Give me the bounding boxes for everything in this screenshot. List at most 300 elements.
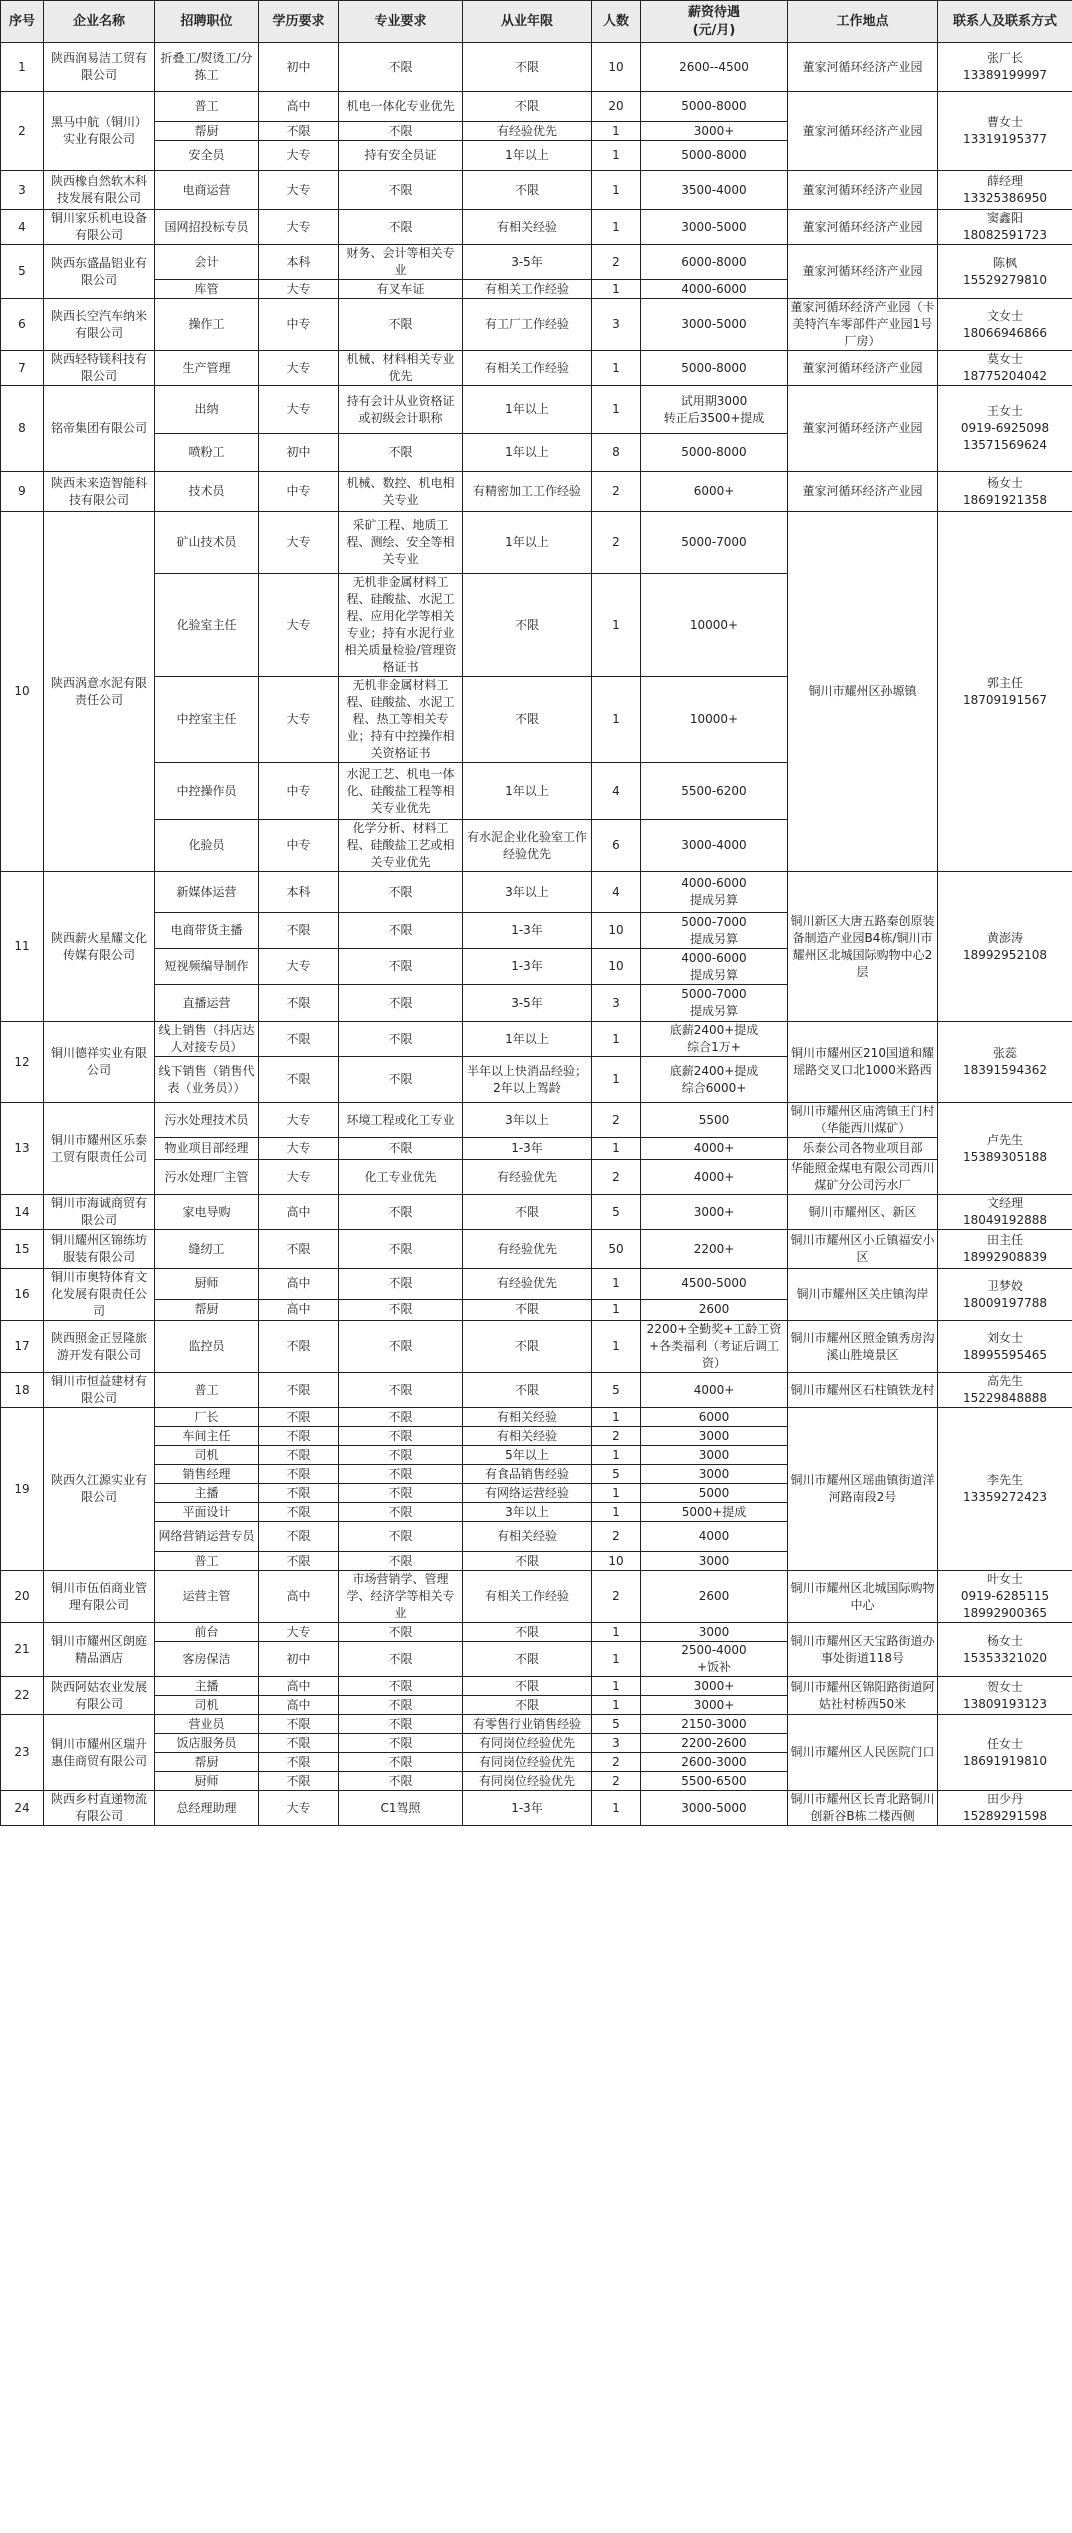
job-position: 出纳: [155, 386, 259, 434]
job-position: 普工: [155, 92, 259, 122]
headcount: 5: [592, 1465, 641, 1484]
job-position: 监控员: [155, 1321, 259, 1373]
salary: 5500-6200: [641, 763, 788, 820]
major-requirement: 化工专业优先: [339, 1160, 463, 1195]
major-requirement: 不限: [339, 122, 463, 141]
col-contact-header: 联系人及联系方式: [938, 1, 1072, 43]
headcount: 1: [592, 1696, 641, 1715]
experience-requirement: 3年以上: [463, 872, 592, 913]
education-requirement: 不限: [259, 1465, 339, 1484]
major-requirement: 不限: [339, 171, 463, 210]
salary: 5500-6500: [641, 1772, 788, 1791]
experience-requirement: 有网络运营经验: [463, 1484, 592, 1503]
headcount: 20: [592, 92, 641, 122]
job-position: 安全员: [155, 141, 259, 171]
row-number: 19: [1, 1408, 44, 1571]
salary: 4000-6000 提成另算: [641, 872, 788, 913]
education-requirement: 大专: [259, 1103, 339, 1138]
headcount: 1: [592, 1623, 641, 1642]
salary: 3000: [641, 1427, 788, 1446]
job-position: 化验员: [155, 820, 259, 872]
education-requirement: 大专: [259, 280, 339, 299]
job-position: 新媒体运营: [155, 872, 259, 913]
company-name: 陕西未来造智能科技有限公司: [44, 472, 155, 512]
major-requirement: 不限: [339, 1299, 463, 1320]
headcount: 10: [592, 913, 641, 949]
salary: 5000-8000: [641, 141, 788, 171]
salary: 底薪2400+提成 综合6000+: [641, 1057, 788, 1103]
education-requirement: 高中: [259, 1571, 339, 1623]
education-requirement: 大专: [259, 1138, 339, 1160]
job-position: 厨师: [155, 1269, 259, 1300]
contact: 田主任 18992908839: [938, 1230, 1072, 1269]
headcount: 1: [592, 1269, 641, 1300]
salary: 2150-3000: [641, 1715, 788, 1734]
contact: 卫梦姣 18009197788: [938, 1269, 1072, 1321]
major-requirement: 不限: [339, 1446, 463, 1465]
work-location: 铜川市耀州区庙湾镇王门村（华能西川煤矿）: [788, 1103, 938, 1138]
major-requirement: 不限: [339, 872, 463, 913]
major-requirement: 市场营销学、管理学、经济学等相关专业: [339, 1571, 463, 1623]
major-requirement: 不限: [339, 1503, 463, 1522]
education-requirement: 不限: [259, 1552, 339, 1571]
company-name: 陕西久江源实业有限公司: [44, 1408, 155, 1571]
major-requirement: 机电一体化专业优先: [339, 92, 463, 122]
salary: 4000+: [641, 1138, 788, 1160]
contact: 王女士 0919-6925098 13571569624: [938, 386, 1072, 472]
major-requirement: 财务、会计等相关专业: [339, 245, 463, 280]
headcount: 10: [592, 43, 641, 92]
contact: 陈枫 15529279810: [938, 245, 1072, 299]
experience-requirement: 有相关工作经验: [463, 1571, 592, 1623]
experience-requirement: 不限: [463, 92, 592, 122]
education-requirement: 不限: [259, 1230, 339, 1269]
education-requirement: 中专: [259, 299, 339, 351]
table-row: [1, 1623, 1072, 1642]
work-location: 华能照金煤电有限公司西川煤矿分公司污水厂: [788, 1160, 938, 1195]
salary: 6000: [641, 1408, 788, 1427]
job-position: 物业项目部经理: [155, 1138, 259, 1160]
salary: 5000+提成: [641, 1503, 788, 1522]
work-location: 董家河循环经济产业园: [788, 386, 938, 472]
company-name: 陕西涡意水泥有限责任公司: [44, 512, 155, 872]
experience-requirement: 1年以上: [463, 512, 592, 574]
major-requirement: 不限: [339, 1715, 463, 1734]
education-requirement: 大专: [259, 1623, 339, 1642]
salary: 5500: [641, 1103, 788, 1138]
major-requirement: 不限: [339, 434, 463, 472]
major-requirement: 不限: [339, 43, 463, 92]
experience-requirement: 有经验优先: [463, 122, 592, 141]
job-position: 厂长: [155, 1408, 259, 1427]
work-location: 董家河循环经济产业园: [788, 245, 938, 299]
contact: 卢先生 15389305188: [938, 1103, 1072, 1195]
table-row: [1, 1230, 1072, 1269]
experience-requirement: 1年以上: [463, 386, 592, 434]
salary: 3000: [641, 1446, 788, 1465]
experience-requirement: 不限: [463, 1299, 592, 1320]
education-requirement: 不限: [259, 913, 339, 949]
job-position: 技术员: [155, 472, 259, 512]
job-position: 帮厨: [155, 1299, 259, 1320]
education-requirement: 大专: [259, 949, 339, 985]
headcount: 1: [592, 1022, 641, 1057]
experience-requirement: 有精密加工工作经验: [463, 472, 592, 512]
work-location: 铜川市耀州区210国道和耀瑶路交叉口北1000米路西: [788, 1022, 938, 1103]
salary: 4000-6000: [641, 280, 788, 299]
major-requirement: 持有安全员证: [339, 141, 463, 171]
table-row: [1, 1373, 1072, 1408]
company-name: 铜川市耀州区瑞升惠佳商贸有限公司: [44, 1715, 155, 1791]
experience-requirement: 1-3年: [463, 1138, 592, 1160]
major-requirement: 水泥工艺、机电一体化、硅酸盐工程等相关专业优先: [339, 763, 463, 820]
education-requirement: 高中: [259, 1677, 339, 1696]
company-name: 陕西橡自然软木科技发展有限公司: [44, 171, 155, 210]
major-requirement: 不限: [339, 1373, 463, 1408]
experience-requirement: 有相关工作经验: [463, 351, 592, 386]
work-location: 乐泰公司各物业项目部: [788, 1138, 938, 1160]
job-position: 销售经理: [155, 1465, 259, 1484]
header-row: [1, 1, 1072, 43]
table-body: [1, 43, 1072, 1826]
experience-requirement: 有同岗位经验优先: [463, 1734, 592, 1753]
salary: 3000: [641, 1465, 788, 1484]
salary: 3000-4000: [641, 820, 788, 872]
salary: 2600-3000: [641, 1753, 788, 1772]
major-requirement: 不限: [339, 1484, 463, 1503]
company-name: 陕西长空汽车纳米有限公司: [44, 299, 155, 351]
work-location: 董家河循环经济产业园: [788, 92, 938, 171]
education-requirement: 不限: [259, 1446, 339, 1465]
contact: 杨女士 15353321020: [938, 1623, 1072, 1677]
row-number: 1: [1, 43, 44, 92]
table-row: [1, 1160, 1072, 1195]
table-row: [1, 1677, 1072, 1696]
major-requirement: 不限: [339, 1195, 463, 1230]
table-row: [1, 1715, 1072, 1734]
salary: 3000: [641, 1623, 788, 1642]
job-position: 司机: [155, 1696, 259, 1715]
row-number: 3: [1, 171, 44, 210]
company-name: 铭帝集团有限公司: [44, 386, 155, 472]
work-location: 铜川市耀州区天宝路街道办事处街道118号: [788, 1623, 938, 1677]
salary: 4000+: [641, 1373, 788, 1408]
experience-requirement: 不限: [463, 1696, 592, 1715]
job-position: 营业员: [155, 1715, 259, 1734]
company-name: 陕西润易洁工贸有限公司: [44, 43, 155, 92]
major-requirement: 环境工程或化工专业: [339, 1103, 463, 1138]
company-name: 陕西阿姑农业发展有限公司: [44, 1677, 155, 1715]
education-requirement: 中专: [259, 763, 339, 820]
job-position: 化验室主任: [155, 574, 259, 677]
work-location: 铜川市耀州区长青北路铜川创新谷B栋二楼西侧: [788, 1791, 938, 1826]
experience-requirement: 有同岗位经验优先: [463, 1753, 592, 1772]
work-location: 铜川市耀州区照金镇秀房沟溪山胜境景区: [788, 1321, 938, 1373]
table-row: [1, 872, 1072, 913]
major-requirement: 机械、材料相关专业优先: [339, 351, 463, 386]
major-requirement: 不限: [339, 1269, 463, 1300]
table-row: [1, 1103, 1072, 1138]
experience-requirement: 不限: [463, 1195, 592, 1230]
salary: 3000-5000: [641, 210, 788, 245]
table-row: [1, 299, 1072, 351]
contact: 贺女士 13809193123: [938, 1677, 1072, 1715]
company-name: 陕西东盛晶铝业有限公司: [44, 245, 155, 299]
row-number: 12: [1, 1022, 44, 1103]
headcount: 10: [592, 1552, 641, 1571]
experience-requirement: 有经验优先: [463, 1269, 592, 1300]
contact: 高先生 15229848888: [938, 1373, 1072, 1408]
salary: 3000+: [641, 1696, 788, 1715]
row-number: 5: [1, 245, 44, 299]
major-requirement: 机械、数控、机电相关专业: [339, 472, 463, 512]
company-name: 陕西轻特镁科技有限公司: [44, 351, 155, 386]
contact: 杨女士 18691921358: [938, 472, 1072, 512]
job-position: 国网招投标专员: [155, 210, 259, 245]
job-position: 运营主管: [155, 1571, 259, 1623]
education-requirement: 不限: [259, 1408, 339, 1427]
headcount: 1: [592, 1446, 641, 1465]
table-row: [1, 245, 1072, 280]
job-position: 中控室主任: [155, 677, 259, 763]
salary: 3000+: [641, 1195, 788, 1230]
job-position: 司机: [155, 1446, 259, 1465]
experience-requirement: 3-5年: [463, 985, 592, 1022]
education-requirement: 大专: [259, 1160, 339, 1195]
headcount: 1: [592, 386, 641, 434]
experience-requirement: 有经验优先: [463, 1160, 592, 1195]
col-salary-header: 薪资待遇 (元/月): [641, 1, 788, 43]
job-position: 会计: [155, 245, 259, 280]
major-requirement: 不限: [339, 1552, 463, 1571]
col-location-header: 工作地点: [788, 1, 938, 43]
headcount: 1: [592, 122, 641, 141]
experience-requirement: 1年以上: [463, 1022, 592, 1057]
major-requirement: 不限: [339, 1022, 463, 1057]
education-requirement: 不限: [259, 122, 339, 141]
headcount: 3: [592, 299, 641, 351]
contact: 刘女士 18995595465: [938, 1321, 1072, 1373]
row-number: 10: [1, 512, 44, 872]
salary: 2200+: [641, 1230, 788, 1269]
salary: 5000-7000 提成另算: [641, 985, 788, 1022]
company-name: 铜川市奥特体育文化发展有限责任公司: [44, 1269, 155, 1321]
education-requirement: 初中: [259, 434, 339, 472]
major-requirement: 不限: [339, 1138, 463, 1160]
row-number: 21: [1, 1623, 44, 1677]
headcount: 1: [592, 1642, 641, 1677]
job-position: 饭店服务员: [155, 1734, 259, 1753]
headcount: 2: [592, 1427, 641, 1446]
company-name: 铜川耀州区锦练坊服装有限公司: [44, 1230, 155, 1269]
company-name: 铜川家乐机电设备有限公司: [44, 210, 155, 245]
headcount: 2: [592, 472, 641, 512]
education-requirement: 大专: [259, 574, 339, 677]
experience-requirement: 有水泥企业化验室工作经验优先: [463, 820, 592, 872]
education-requirement: 大专: [259, 141, 339, 171]
contact: 任女士 18691919810: [938, 1715, 1072, 1791]
col-no-header: 序号: [1, 1, 44, 43]
major-requirement: 不限: [339, 1772, 463, 1791]
work-location: 董家河循环经济产业园: [788, 472, 938, 512]
experience-requirement: 1年以上: [463, 434, 592, 472]
table-row: [1, 43, 1072, 92]
major-requirement: 不限: [339, 1408, 463, 1427]
headcount: 1: [592, 280, 641, 299]
job-position: 库管: [155, 280, 259, 299]
headcount: 2: [592, 245, 641, 280]
contact: 张厂长 13389199997: [938, 43, 1072, 92]
table-row: [1, 1022, 1072, 1057]
major-requirement: 不限: [339, 1522, 463, 1552]
education-requirement: 高中: [259, 1269, 339, 1300]
salary: 4000+: [641, 1160, 788, 1195]
education-requirement: 中专: [259, 820, 339, 872]
experience-requirement: 有相关经验: [463, 1427, 592, 1446]
experience-requirement: 不限: [463, 1373, 592, 1408]
education-requirement: 高中: [259, 92, 339, 122]
col-company-header: 企业名称: [44, 1, 155, 43]
education-requirement: 高中: [259, 1299, 339, 1320]
headcount: 1: [592, 1503, 641, 1522]
education-requirement: 不限: [259, 1022, 339, 1057]
salary: 2200-2600: [641, 1734, 788, 1753]
job-position: 线上销售（抖店达人对接专员）: [155, 1022, 259, 1057]
job-position: 生产管理: [155, 351, 259, 386]
salary: 试用期3000 转正后3500+提成: [641, 386, 788, 434]
experience-requirement: 1-3年: [463, 949, 592, 985]
education-requirement: 不限: [259, 1734, 339, 1753]
job-position: 普工: [155, 1552, 259, 1571]
work-location: 董家河循环经济产业园（卡美特汽车零部件产业园1号厂房）: [788, 299, 938, 351]
headcount: 1: [592, 141, 641, 171]
job-position: 操作工: [155, 299, 259, 351]
col-major-header: 专业要求: [339, 1, 463, 43]
work-location: 董家河循环经济产业园: [788, 171, 938, 210]
table-row: [1, 1321, 1072, 1373]
work-location: 铜川市耀州区、新区: [788, 1195, 938, 1230]
major-requirement: 不限: [339, 1753, 463, 1772]
contact: 郭主任 18709191567: [938, 512, 1072, 872]
experience-requirement: 不限: [463, 1552, 592, 1571]
job-position: 普工: [155, 1373, 259, 1408]
education-requirement: 大专: [259, 677, 339, 763]
salary: 4000-6000 提成另算: [641, 949, 788, 985]
headcount: 1: [592, 210, 641, 245]
table-row: [1, 472, 1072, 512]
headcount: 2: [592, 1753, 641, 1772]
table-row: [1, 1791, 1072, 1826]
work-location: 董家河循环经济产业园: [788, 210, 938, 245]
salary: 2600: [641, 1571, 788, 1623]
salary: 4500-5000: [641, 1269, 788, 1300]
job-position: 前台: [155, 1623, 259, 1642]
headcount: 4: [592, 872, 641, 913]
salary: 5000-8000: [641, 92, 788, 122]
contact: 张蕊 18391594362: [938, 1022, 1072, 1103]
job-position: 中控操作员: [155, 763, 259, 820]
headcount: 3: [592, 985, 641, 1022]
work-location: 铜川市耀州区瑶曲镇街道洋河路南段2号: [788, 1408, 938, 1571]
job-position: 总经理助理: [155, 1791, 259, 1826]
education-requirement: 本科: [259, 245, 339, 280]
salary: 3000+: [641, 1677, 788, 1696]
experience-requirement: 不限: [463, 171, 592, 210]
headcount: 1: [592, 1057, 641, 1103]
headcount: 1: [592, 574, 641, 677]
salary: 6000+: [641, 472, 788, 512]
major-requirement: 不限: [339, 1057, 463, 1103]
education-requirement: 不限: [259, 1753, 339, 1772]
company-name: 铜川市耀州区朗庭精品酒店: [44, 1623, 155, 1677]
company-name: 陕西乡村直递物流有限公司: [44, 1791, 155, 1826]
headcount: 10: [592, 949, 641, 985]
education-requirement: 不限: [259, 1321, 339, 1373]
contact: 莫女士 18775204042: [938, 351, 1072, 386]
row-number: 16: [1, 1269, 44, 1321]
salary: 6000-8000: [641, 245, 788, 280]
headcount: 1: [592, 1484, 641, 1503]
salary: 2500-4000 +饭补: [641, 1642, 788, 1677]
experience-requirement: 有相关经验: [463, 1408, 592, 1427]
row-number: 8: [1, 386, 44, 472]
job-position: 短视频编导制作: [155, 949, 259, 985]
job-position: 矿山技术员: [155, 512, 259, 574]
major-requirement: 有叉车证: [339, 280, 463, 299]
experience-requirement: 5年以上: [463, 1446, 592, 1465]
table-row: [1, 1408, 1072, 1427]
experience-requirement: 3-5年: [463, 245, 592, 280]
job-position: 折叠工/熨烫工/分拣工: [155, 43, 259, 92]
headcount: 8: [592, 434, 641, 472]
row-number: 11: [1, 872, 44, 1022]
row-number: 2: [1, 92, 44, 171]
experience-requirement: 不限: [463, 1623, 592, 1642]
education-requirement: 不限: [259, 1373, 339, 1408]
experience-requirement: 3年以上: [463, 1503, 592, 1522]
experience-requirement: 1-3年: [463, 1791, 592, 1826]
contact: 李先生 13359272423: [938, 1408, 1072, 1571]
contact: 薛经理 13325386950: [938, 171, 1072, 210]
salary: 5000: [641, 1484, 788, 1503]
job-position: 主播: [155, 1677, 259, 1696]
headcount: 1: [592, 351, 641, 386]
col-position-header: 招聘职位: [155, 1, 259, 43]
company-name: 铜川市海诚商贸有限公司: [44, 1195, 155, 1230]
salary: 5000-8000: [641, 351, 788, 386]
job-position: 网络营销运营专员: [155, 1522, 259, 1552]
job-position: 帮厨: [155, 122, 259, 141]
experience-requirement: 有经验优先: [463, 1230, 592, 1269]
work-location: 铜川新区大唐五路秦创原装备制造产业园B4栋/铜川市耀州区北城国际购物中心2层: [788, 872, 938, 1022]
row-number: 18: [1, 1373, 44, 1408]
salary: 3000-5000: [641, 299, 788, 351]
company-name: 黑马中航（铜川）实业有限公司: [44, 92, 155, 171]
education-requirement: 大专: [259, 210, 339, 245]
education-requirement: 高中: [259, 1696, 339, 1715]
table-row: [1, 351, 1072, 386]
experience-requirement: 不限: [463, 1642, 592, 1677]
table-row: [1, 171, 1072, 210]
experience-requirement: 有相关工作经验: [463, 280, 592, 299]
headcount: 5: [592, 1373, 641, 1408]
row-number: 4: [1, 210, 44, 245]
salary: 10000+: [641, 574, 788, 677]
job-position: 厨师: [155, 1772, 259, 1791]
major-requirement: 持有会计从业资格证或初级会计职称: [339, 386, 463, 434]
salary: 5000-7000: [641, 512, 788, 574]
work-location: 董家河循环经济产业园: [788, 351, 938, 386]
